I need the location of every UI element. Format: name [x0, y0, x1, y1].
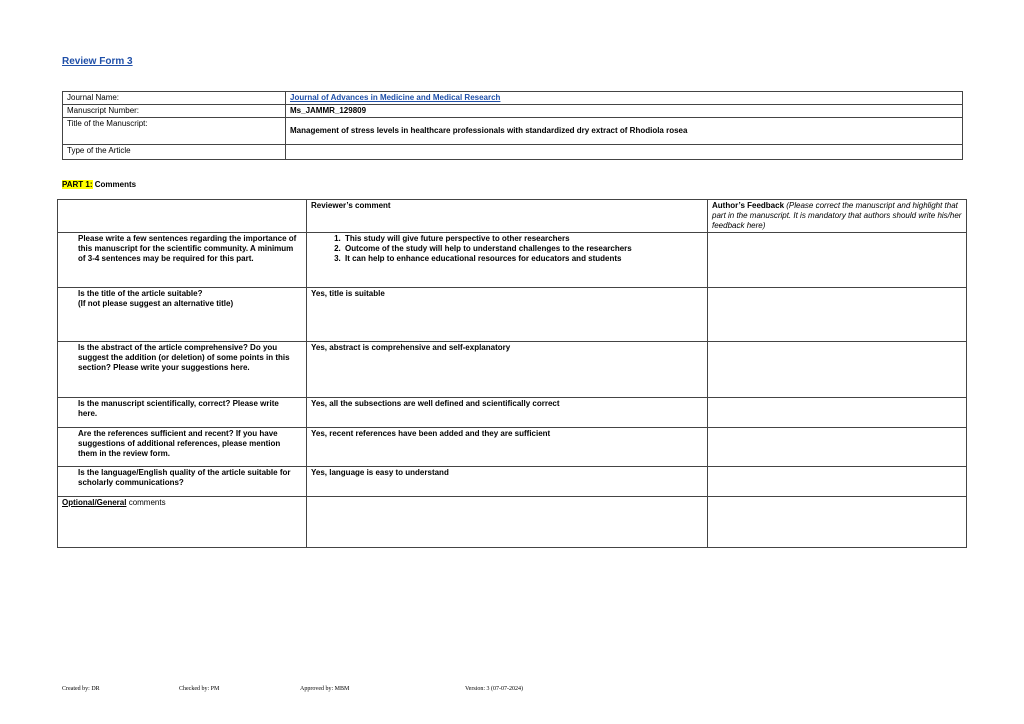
- footer-checked-by: Checked by: PM: [179, 686, 220, 692]
- author-feedback-header: [708, 200, 967, 233]
- journal-label: Journal Name:: [63, 92, 286, 105]
- comments-table: [57, 199, 967, 548]
- author-feedback-language[interactable]: [708, 467, 967, 497]
- question-scientific: Is the manuscript scientifically, correct? Please write here.: [58, 398, 307, 428]
- comments-header-row: [58, 200, 967, 233]
- article-type-label: Type of the Article: [63, 145, 286, 160]
- question-importance: Please write a few sentences regarding the importance of this manuscript for the scientific community. A minimum of 3-4 sentences may be required for this part.: [58, 233, 307, 288]
- optional-reviewer-comment[interactable]: [307, 497, 708, 548]
- reviewer-comment-title: Yes, title is suitable: [307, 288, 708, 342]
- footer-created-by: Created by: DR: [62, 686, 100, 692]
- part1-suffix: Comments: [92, 180, 137, 189]
- manuscript-title-row: [63, 118, 963, 145]
- form-title: Review Form 3: [62, 56, 133, 67]
- footer-approved-by: Approved by: MBM: [300, 686, 350, 692]
- manuscript-info-table: [62, 91, 963, 160]
- question-language: Is the language/English quality of the article suitable for scholarly communications?: [58, 467, 307, 497]
- table-row: [58, 428, 967, 467]
- article-type-row: [63, 145, 963, 160]
- list-item: 1. This study will give future perspective to other researchers: [343, 234, 703, 244]
- question-title: Is the title of the article suitable? (If not please suggest an alternative title): [58, 288, 307, 342]
- list-item: 3. It can help to enhance educational resources for educators and students: [343, 254, 703, 264]
- reviewer-comment-importance: [307, 233, 708, 288]
- manuscript-title-label: Title of the Manuscript:: [63, 118, 286, 145]
- header-blank-cell: [58, 200, 307, 233]
- reviewer-comment-header: Reviewer’s comment: [307, 200, 708, 233]
- manuscript-number-label: Manuscript Number:: [63, 105, 286, 118]
- optional-comments-row: [58, 497, 967, 548]
- table-row: [58, 288, 967, 342]
- author-feedback-title: Author’s Feedback: [712, 201, 785, 210]
- manuscript-number-row: [63, 105, 963, 118]
- author-feedback-instruction: (Please correct the manuscript and highlight that part in the manuscript. It is mandatory that authors should write his/her feedback here): [712, 201, 962, 230]
- manuscript-number-value: Ms_JAMMR_129809: [286, 105, 963, 118]
- part1-heading: [62, 180, 136, 189]
- footer-version: Version: 3 (07-07-2024): [465, 686, 523, 692]
- table-row: [58, 342, 967, 398]
- reviewer-comment-scientific: Yes, all the subsections are well defined and scientifically correct: [307, 398, 708, 428]
- reviewer-comment-abstract: Yes, abstract is comprehensive and self-explanatory: [307, 342, 708, 398]
- reviewer-comment-references: Yes, recent references have been added and they are sufficient: [307, 428, 708, 467]
- article-type-value: [286, 145, 963, 160]
- manuscript-title-value: Management of stress levels in healthcare professionals with standardized dry extract of Rhodiola rosea: [286, 118, 963, 145]
- importance-comment-list: [311, 234, 703, 264]
- reviewer-comment-language: Yes, language is easy to understand: [307, 467, 708, 497]
- optional-label-rest: comments: [126, 498, 166, 507]
- table-row: [58, 233, 967, 288]
- author-feedback-abstract[interactable]: [708, 342, 967, 398]
- author-feedback-importance[interactable]: [708, 233, 967, 288]
- question-references: Are the references sufficient and recent? If you have suggestions of additional references, please mention them in the review form.: [58, 428, 307, 467]
- optional-comments-label: [58, 497, 307, 548]
- table-row: [58, 467, 967, 497]
- author-feedback-scientific[interactable]: [708, 398, 967, 428]
- journal-name-link[interactable]: [286, 92, 963, 105]
- table-row: [58, 398, 967, 428]
- author-feedback-references[interactable]: [708, 428, 967, 467]
- question-abstract: Is the abstract of the article comprehensive? Do you suggest the addition (or deletion) of some points in this section? Please write your suggestions here.: [58, 342, 307, 398]
- optional-label-bold: Optional/General: [62, 498, 127, 507]
- journal-row: [63, 92, 963, 105]
- author-feedback-title-row[interactable]: [708, 288, 967, 342]
- journal-name-text[interactable]: Journal of Advances in Medicine and Medical Research: [290, 93, 501, 102]
- list-item: 2. Outcome of the study will help to understand challenges to the researchers: [343, 244, 703, 254]
- optional-author-feedback[interactable]: [708, 497, 967, 548]
- part1-prefix: PART 1:: [62, 180, 93, 189]
